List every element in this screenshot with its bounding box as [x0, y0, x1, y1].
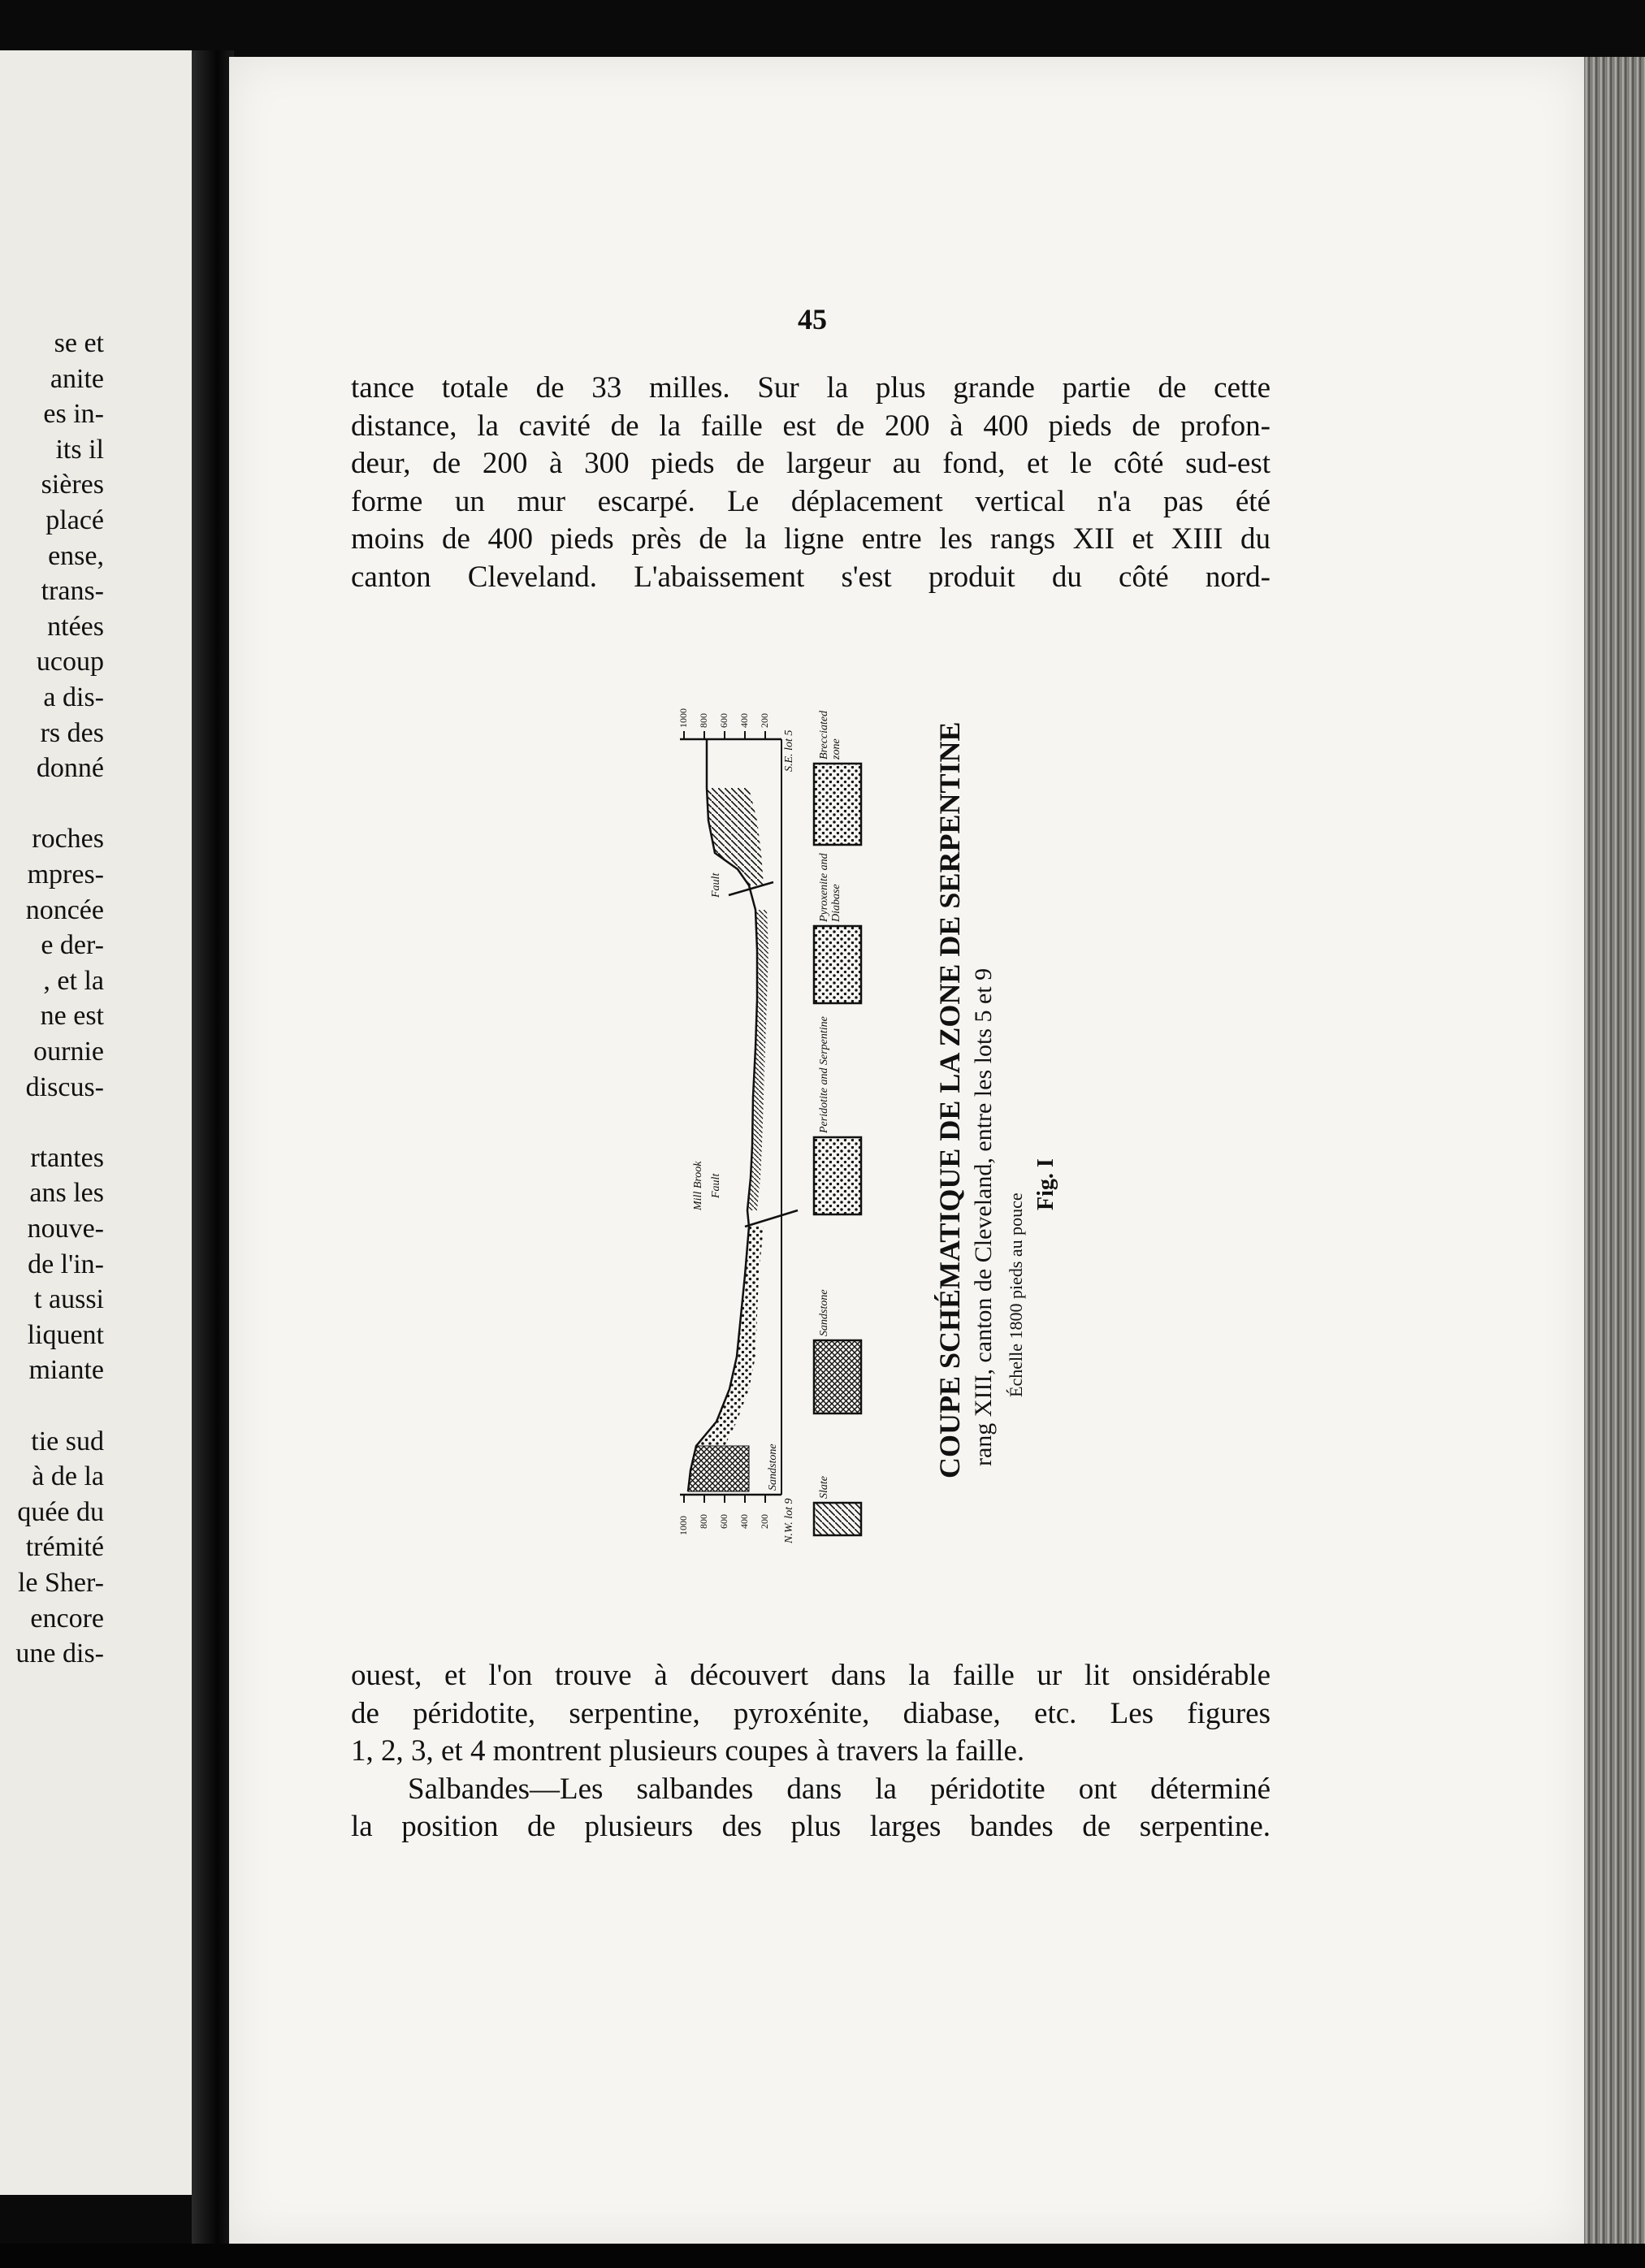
tick-label: 600 — [718, 713, 729, 728]
tick-label: 200 — [759, 1514, 770, 1529]
tick-label: 1000 — [677, 708, 689, 728]
text-line: deur, de 200 à 300 pieds de largeur au fond, et le côté sud-est — [351, 447, 1271, 480]
legend-label-breccia: Brecciated zone — [818, 710, 842, 760]
left-page-line: ense, — [48, 540, 104, 571]
legend-swatch-sandstone — [814, 1340, 861, 1413]
legend-label-slate: Slate — [818, 1476, 830, 1499]
left-page-line: liquent — [27, 1319, 104, 1350]
left-page-line: ans les — [29, 1178, 104, 1209]
text-line: tance totale de 33 milles. Sur la plus grande partie de cette — [351, 371, 1271, 405]
left-page-line: une dis- — [15, 1638, 104, 1669]
tick-label: 800 — [698, 713, 709, 728]
text-line: moins de 400 pieds près de la ligne entre les rangs XII et XIII du — [351, 522, 1271, 556]
section-label-sandstone: Sandstone — [767, 1443, 779, 1491]
text-line: la position de plusieurs des plus larges bandes de serpentine. — [351, 1810, 1271, 1843]
tick-label: 400 — [738, 713, 750, 728]
left-page-line: e der- — [41, 930, 104, 961]
left-page-line: mpres- — [27, 859, 104, 889]
text-line: de péridotite, serpentine, pyroxénite, diabase, etc. Les figures — [351, 1696, 1271, 1730]
left-page-line: , et la — [43, 965, 104, 996]
left-page-line: de l'in- — [28, 1249, 104, 1279]
left-page-line: encore — [30, 1603, 104, 1634]
tick-label: 1000 — [677, 1516, 689, 1535]
left-page-line: ournie — [33, 1037, 104, 1067]
text-line: ouest, et l'on trouve à découvert dans la faille ur lit onsidérable — [351, 1659, 1271, 1692]
page-number: 45 — [798, 303, 827, 335]
left-page-line: t aussi — [34, 1284, 104, 1315]
left-ticks — [684, 1495, 765, 1503]
legend-swatch-pyroxenite — [814, 926, 861, 1003]
figure-scale: Échelle 1800 pieds au pouce — [1006, 1192, 1026, 1397]
left-page-line: rtantes — [30, 1142, 104, 1173]
right-ticks — [684, 731, 765, 739]
slate-zone-right — [707, 788, 764, 885]
peridotite-zone — [696, 1227, 764, 1446]
figure-subtitle: rang XIII, canton de Cleveland, entre les lots 5 et 9 — [970, 967, 997, 1466]
left-page-line: trémité — [25, 1532, 104, 1563]
legend-label-peridotite: Peridotite and Serpentine — [818, 1016, 830, 1133]
left-page-line: quée du — [17, 1496, 104, 1527]
left-page-line: placé — [45, 505, 104, 535]
left-page-line: trans- — [41, 576, 104, 607]
page-edges — [1584, 57, 1645, 2244]
figure-1 — [627, 674, 1082, 1665]
section-label-fault: Fault — [710, 1173, 722, 1198]
text-line: distance, la cavité de la faille est de 200 à 400 pieds de profon- — [351, 409, 1271, 443]
text-line: Salbandes—Les salbandes dans la péridotite ont déterminé — [408, 1772, 1271, 1806]
left-page-line: roches — [32, 824, 104, 855]
left-page-line: anite — [50, 363, 104, 394]
left-page-line: its il — [55, 434, 104, 465]
left-page-line: le Sher- — [17, 1568, 104, 1598]
section-label-brook: Mill Brook — [692, 1161, 704, 1210]
left-page-line: ucoup — [36, 647, 104, 677]
left-page-line: miante — [28, 1355, 104, 1386]
left-page-line: ntées — [47, 611, 104, 642]
section-label-nw: N.W. lot 9 — [783, 1498, 795, 1543]
left-page-line: ne est — [40, 1001, 104, 1032]
fault-line-1 — [745, 1210, 798, 1227]
legend-label-pyroxenite: Pyroxenite and Diabase — [818, 853, 842, 922]
bottom-background — [0, 2244, 1645, 2268]
left-page-line: nouve- — [27, 1214, 104, 1244]
text-line: canton Cleveland. L'abaissement s'est produit du côté nord- — [351, 560, 1271, 594]
tick-label: 800 — [698, 1514, 709, 1529]
sandstone-band — [688, 1446, 749, 1491]
text-line: 1, 2, 3, et 4 montrent plusieurs coupes à travers la faille. — [351, 1734, 1025, 1768]
figure-title: COUPE SCHÉMATIQUE DE LA ZONE DE SERPENTINE — [933, 721, 966, 1478]
section-label-fault-2: Fault — [710, 872, 722, 898]
left-page-line: discus- — [25, 1071, 104, 1102]
legend-swatch-slate — [814, 1503, 861, 1535]
tick-label: 600 — [718, 1514, 729, 1529]
left-page-line: sières — [41, 470, 104, 500]
top-paragraph — [351, 370, 1271, 596]
left-page-line: noncée — [25, 894, 104, 925]
left-page-line: tie sud — [31, 1426, 104, 1456]
section-label-se: S.E. lot 5 — [783, 729, 795, 772]
bottom-paragraph — [351, 1657, 1271, 1846]
left-page-line: a dis- — [43, 682, 104, 712]
tick-label: 200 — [759, 713, 770, 728]
legend-label-sandstone: Sandstone — [818, 1289, 830, 1336]
left-page-line: rs des — [40, 717, 104, 748]
legend-swatch-breccia — [814, 764, 861, 845]
left-page-line: es in- — [43, 399, 104, 430]
left-facing-page — [0, 50, 192, 2195]
book-gutter — [192, 50, 234, 2244]
tick-label: 400 — [738, 1514, 750, 1529]
left-page-line: à de la — [32, 1461, 104, 1492]
legend-swatch-peridotite — [814, 1137, 861, 1214]
figure-label: Fig. I — [1033, 1158, 1058, 1210]
text-line: forme un mur escarpé. Le déplacement vertical n'a pas été — [351, 484, 1271, 518]
left-page-line: se et — [54, 328, 104, 358]
left-page-line: donné — [36, 753, 104, 784]
